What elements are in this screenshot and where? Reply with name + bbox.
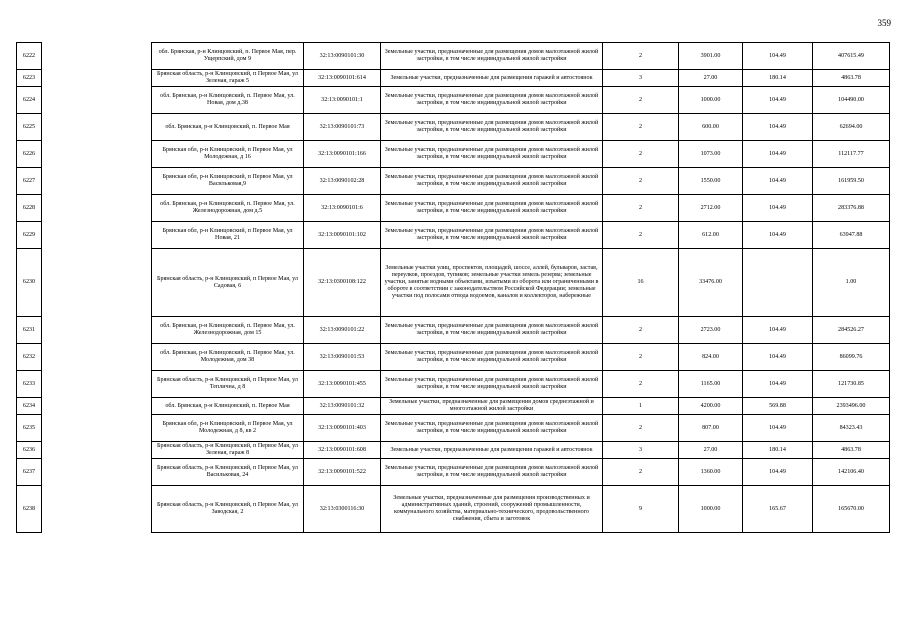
row-number: 6224 [17,87,42,114]
table-row [17,70,890,87]
cadastral-rate-cell: 104.49 [743,415,813,442]
cadastral-rate-cell [743,249,813,317]
land-use-cell: Земельные участки, предназначенные для размещения домов малоэтажной жилой застройки, в том числе индивидуальной жилой застройки [381,195,603,222]
land-cadastral-table [16,42,890,533]
empty-cell [42,70,152,87]
address-cell: обл. Брянская, р-н Клинцовский, п. Первое Мая [152,114,304,141]
cadastral-value-cell: 2393496.00 [813,398,890,415]
address-cell: Брянская область, р-н Клинцовский, п Первое Мая, ул Теплична, д 8 [152,371,304,398]
cadastral-value-cell: 142106.40 [813,459,890,486]
table-row [17,459,890,486]
land-use-cell: Земельные участки, предназначенные для размещения домов малоэтажной жилой застройки, в том числе индивидуальной жилой застройки [381,222,603,249]
area-cell: 824.00 [679,344,743,371]
table-row [17,344,890,371]
row-number: 6228 [17,195,42,222]
land-use-cell: Земельные участки, предназначенные для размещения домов малоэтажной жилой застройки, в том числе индивидуальной жилой застройки [381,415,603,442]
address-cell: обл. Брянская, р-н Клинцовский, п. Первое Мая, ул. Железнодорожная, дом д.5 [152,195,304,222]
use-group-cell: 2 [603,114,679,141]
cadastral-value-cell: 112117.77 [813,141,890,168]
cadastral-number-cell: 32:13:0090101:522 [304,459,381,486]
use-group-cell: 2 [603,141,679,168]
area-cell: 27.00 [679,442,743,459]
row-number: 6222 [17,43,42,70]
address-cell: Брянская обл, р-н Клинцовский, п Первое Мая, ул Васильковая,9 [152,168,304,195]
cadastral-number-cell: 32:13:0090101:166 [304,141,381,168]
cadastral-number-cell: 32:13:0090101:1 [304,87,381,114]
table-row [17,398,890,415]
row-number: 6223 [17,70,42,87]
cadastral-rate-cell: 104.49 [743,87,813,114]
area-cell: 1000.00 [679,87,743,114]
cadastral-rate-cell: 569.88 [743,398,813,415]
land-use-cell: Земельные участки, предназначенные для размещения домов малоэтажной жилой застройки, в том числе индивидуальной жилой застройки [381,459,603,486]
address-cell: обл. Брянская, р-н Клинцовский, п. Первое Мая, пер. Ущерпский, дом 9 [152,43,304,70]
address-cell: обл. Брянская, р-н Клинцовский, п. Первое Мая [152,398,304,415]
cadastral-value-cell: 84323.43 [813,415,890,442]
address-cell: Брянская область, р-н Клинцовский, п Первое Мая, ул Заводская, 2 [152,486,304,533]
area-cell: 27.00 [679,70,743,87]
cadastral-rate-cell: 104.49 [743,317,813,344]
use-group-cell: 2 [603,415,679,442]
use-group-cell: 16 [603,249,679,317]
cadastral-number-cell: 32:13:0090101:30 [304,43,381,70]
use-group-cell: 3 [603,70,679,87]
empty-cell [42,371,152,398]
table-row [17,415,890,442]
address-cell: Брянская область, р-н Клинцовский, п Первое Мая, ул Васильковая, 24 [152,459,304,486]
use-group-cell: 2 [603,371,679,398]
use-group-cell: 1 [603,398,679,415]
empty-cell [42,442,152,459]
cadastral-number-cell: 32:13:0090101:608 [304,442,381,459]
use-group-cell: 2 [603,459,679,486]
empty-cell [42,344,152,371]
address-cell: Брянская область, р-н Клинцовский, п Первое Мая, ул Садовая, 6 [152,249,304,317]
cadastral-rate-cell: 104.49 [743,195,813,222]
row-number: 6227 [17,168,42,195]
empty-cell [42,249,152,317]
row-number: 6229 [17,222,42,249]
cadastral-value-cell: 161959.50 [813,168,890,195]
cadastral-number-cell: 32:13:0090101:22 [304,317,381,344]
address-cell: Брянская обл, р-н Клинцовский, п Первое Мая, ул Новая, 21 [152,222,304,249]
row-number: 6231 [17,317,42,344]
area-cell: 1360.00 [679,459,743,486]
row-number: 6235 [17,415,42,442]
empty-cell [42,398,152,415]
cadastral-value-cell: 165670.00 [813,486,890,533]
cadastral-rate-cell: 180.14 [743,442,813,459]
cadastral-rate-cell: 104.49 [743,344,813,371]
table-row [17,114,890,141]
area-cell: 612.00 [679,222,743,249]
empty-cell [42,415,152,442]
table-row [17,43,890,70]
cadastral-number-cell: 32:13:0090102:28 [304,168,381,195]
cadastral-rate-cell: 180.14 [743,70,813,87]
area-cell: 807.00 [679,415,743,442]
use-group-cell: 2 [603,344,679,371]
land-use-cell: Земельные участки, предназначенные для размещения домов малоэтажной жилой застройки, в том числе индивидуальной жилой застройки [381,168,603,195]
table-row [17,168,890,195]
table-row [17,141,890,168]
row-number: 6230 [17,249,42,317]
cadastral-value-cell: 62694.00 [813,114,890,141]
cadastral-rate-cell: 104.49 [743,371,813,398]
empty-cell [42,114,152,141]
area-cell: 4200.00 [679,398,743,415]
empty-cell [42,486,152,533]
table-row [17,317,890,344]
row-number: 6233 [17,371,42,398]
cadastral-value-cell: 4863.78 [813,442,890,459]
area-cell: 2723.00 [679,317,743,344]
land-use-cell: Земельные участки, предназначенные для размещения домов малоэтажной жилой застройки, в том числе индивидуальной жилой застройки [381,114,603,141]
land-use-cell: Земельные участки, предназначенные для размещения домов малоэтажной жилой застройки, в том числе индивидуальной жилой застройки [381,317,603,344]
land-use-cell: Земельные участки, предназначенные для размещения производственных и административных зданий, строений, сооружений промышленности, коммунального хозяйства, материально-технического, продовольственного снабжения, сбыта и заготовок [381,486,603,533]
cadastral-value-cell: 1.00 [813,249,890,317]
cadastral-rate-cell: 104.49 [743,43,813,70]
cadastral-number-cell: 32:13:0090101:102 [304,222,381,249]
row-number: 6234 [17,398,42,415]
land-use-cell: Земельные участки, предназначенные для размещения домов малоэтажной жилой застройки, в том числе индивидуальной жилой застройки [381,87,603,114]
table-row [17,195,890,222]
cadastral-number-cell: 32:13:0090101:614 [304,70,381,87]
row-number: 6237 [17,459,42,486]
empty-cell [42,459,152,486]
use-group-cell: 2 [603,317,679,344]
cadastral-number-cell: 32:13:0090101:403 [304,415,381,442]
page-number: 359 [877,18,891,28]
cadastral-rate-cell: 104.49 [743,168,813,195]
row-number: 6238 [17,486,42,533]
empty-cell [42,87,152,114]
use-group-cell: 3 [603,442,679,459]
cadastral-rate-cell: 165.67 [743,486,813,533]
cadastral-rate-cell: 104.49 [743,222,813,249]
area-cell: 1073.00 [679,141,743,168]
row-number: 6236 [17,442,42,459]
area-cell: 33476.00 [679,249,743,317]
empty-cell [42,222,152,249]
cadastral-number-cell: 32:13:0090101:6 [304,195,381,222]
area-cell: 2712.00 [679,195,743,222]
address-cell: обл. Брянская, р-н Клинцовский, п. Первое Мая, ул. Новая, дом д.38 [152,87,304,114]
cadastral-rate-cell: 104.49 [743,459,813,486]
land-use-cell: Земельные участки, предназначенные для размещения гаражей и автостоянок [381,442,603,459]
cadastral-number-cell: 32:13:0090101:53 [304,344,381,371]
cadastral-number-cell: 32:13:0090101:455 [304,371,381,398]
cadastral-value-cell: 121730.85 [813,371,890,398]
empty-cell [42,43,152,70]
address-cell: Брянская область, р-н Клинцовский, п Первое Мая, ул Зеленая, гараж 5 [152,70,304,87]
area-cell: 600.00 [679,114,743,141]
cadastral-value-cell: 86099.76 [813,344,890,371]
cadastral-number-cell: 32:13:0300116:30 [304,486,381,533]
area-cell: 3901.00 [679,43,743,70]
area-cell: 1000.00 [679,486,743,533]
table-row [17,222,890,249]
row-number: 6226 [17,141,42,168]
use-group-cell: 2 [603,195,679,222]
empty-cell [42,168,152,195]
empty-cell [42,141,152,168]
cadastral-number-cell: 32:13:0090101:32 [304,398,381,415]
land-use-cell: Земельные участки улиц, проспектов, площадей, шоссе, аллей, бульваров, застав, переулков, проездов, тупиков; земельные участки земель резерва; земельные участки, занятые водными объектами, изъятыми из оборота или ограниченными в обороте в соответствии с законодательством Российской Федерации; земельные участки под полосами отвода водоемов, каналов и коллекторов, набережные [381,249,603,317]
use-group-cell: 9 [603,486,679,533]
table-row [17,486,890,533]
cadastral-value-cell: 407615.49 [813,43,890,70]
area-cell: 1165.00 [679,371,743,398]
address-cell: обл. Брянская, р-н Клинцовский, п. Первое Мая, ул. Молодежная, дом 38 [152,344,304,371]
table-row [17,87,890,114]
use-group-cell: 2 [603,222,679,249]
cadastral-value-cell: 283376.88 [813,195,890,222]
use-group-cell: 2 [603,43,679,70]
empty-cell [42,317,152,344]
row-number: 6225 [17,114,42,141]
cadastral-value-cell: 284526.27 [813,317,890,344]
cadastral-rate-cell: 104.49 [743,141,813,168]
use-group-cell: 2 [603,168,679,195]
empty-cell [42,195,152,222]
cadastral-value-cell: 63947.88 [813,222,890,249]
land-use-cell: Земельные участки, предназначенные для размещения домов малоэтажной жилой застройки, в том числе индивидуальной жилой застройки [381,371,603,398]
land-use-cell: Земельные участки, предназначенные для размещения домов малоэтажной жилой застройки, в том числе индивидуальной жилой застройки [381,43,603,70]
address-cell: обл. Брянская, р-н Клинцовский, п. Первое Мая, ул. Железнодорожная, дом 15 [152,317,304,344]
address-cell: Брянская обл, р-н Клинцовский, п Первое Мая, ул Молодежная, д 8, кв 2 [152,415,304,442]
address-cell: Брянская область, р-н Клинцовский, п Первое Мая, ул Зеленая, гараж 8 [152,442,304,459]
table-row [17,249,890,317]
land-use-cell: Земельные участки, предназначенные для размещения домов малоэтажной жилой застройки, в том числе индивидуальной жилой застройки [381,344,603,371]
table-row [17,442,890,459]
cadastral-rate-cell: 104.49 [743,114,813,141]
use-group-cell: 2 [603,87,679,114]
cadastral-value-cell: 104490.00 [813,87,890,114]
area-cell: 1550.00 [679,168,743,195]
address-cell: Брянская обл, р-н Клинцовский, п Первое Мая, ул Молодежная, д 16 [152,141,304,168]
cadastral-number-cell: 32:13:0090101:73 [304,114,381,141]
row-number: 6232 [17,344,42,371]
land-use-cell: Земельные участки, предназначенные для размещения домов среднеэтажной и многоэтажной жилой застройки [381,398,603,415]
table-row [17,371,890,398]
cadastral-value-cell: 4863.78 [813,70,890,87]
cadastral-number-cell: 32:13:0300108:122 [304,249,381,317]
land-use-cell: Земельные участки, предназначенные для размещения домов малоэтажной жилой застройки, в том числе индивидуальной жилой застройки [381,141,603,168]
land-use-cell: Земельные участки, предназначенные для размещения гаражей и автостоянок [381,70,603,87]
